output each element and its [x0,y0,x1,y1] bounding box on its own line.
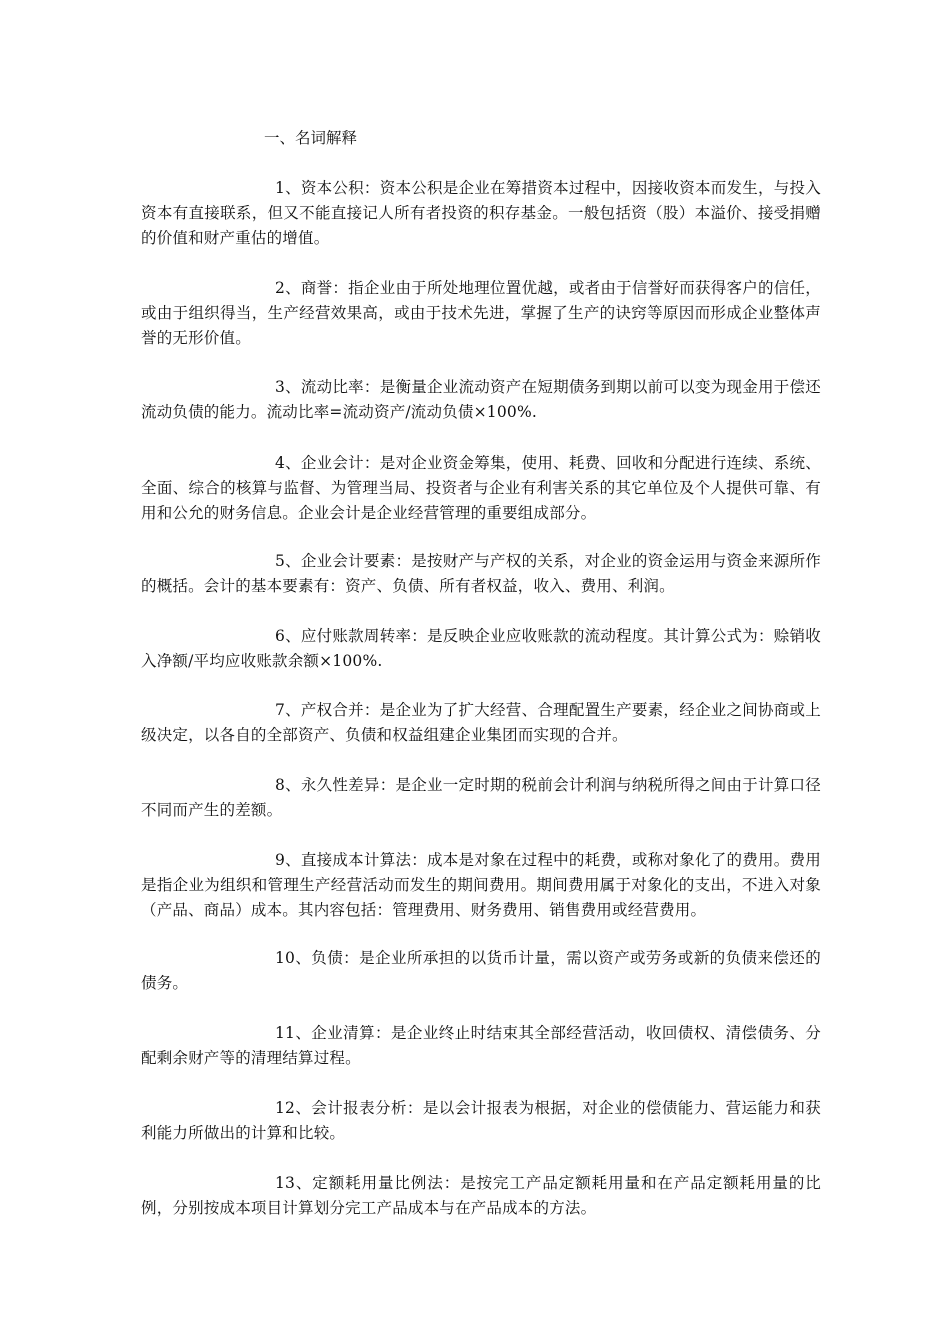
entry-11-text: 11、企业清算：是企业终止时结束其全部经营活动，收回债权、清偿债务、分配剩余财产等的清理结算过程。 [141,1024,821,1067]
entry-7-text: 7、产权合并：是企业为了扩大经营、合理配置生产要素，经企业之间协商或上级决定，以各自的全部资产、负债和权益组建企业集团而实现的合并。 [141,701,821,744]
entry-7 [141,698,821,748]
entry-8 [141,773,821,823]
entry-8-text: 8、永久性差异：是企业一定时期的税前会计利润与纳税所得之间由于计算口径不同而产生的差额。 [141,776,821,819]
entry-10-text: 10、负债：是企业所承担的以货币计量，需以资产或劳务或新的负债来偿还的债务。 [141,949,821,992]
entry-3 [141,375,821,425]
entry-4 [141,451,821,526]
entry-12 [141,1096,821,1146]
entry-9 [141,848,821,923]
entry-6-text: 6、应付账款周转率：是反映企业应收账款的流动程度。其计算公式为：赊销收入净额/平均应收账款余额×100%. [141,627,821,670]
entry-1-text: 1、资本公积：资本公积是企业在筹措资本过程中，因接收资本而发生，与投入资本有直接联系，但又不能直接记人所有者投资的积存基金。一般包括资（股）本溢价、接受捐赠的价值和财产重估的增值。 [141,179,821,247]
entry-11 [141,1021,821,1071]
entry-4-text: 4、企业会计：是对企业资金筹集，使用、耗费、回收和分配进行连续、系统、全面、综合的核算与监督、为管理当局、投资者与企业有利害关系的其它单位及个人提供可靠、有用和公允的财务信息。企业会计是企业经营管理的重要组成部分。 [141,454,821,522]
entry-13-text: 13、定额耗用量比例法：是按完工产品定额耗用量和在产品定额耗用量的比例，分别按成本项目计算划分完工产品成本与在产品成本的方法。 [141,1174,821,1217]
entry-9-text: 9、直接成本计算法：成本是对象在过程中的耗费，或称对象化了的费用。费用是指企业为组织和管理生产经营活动而发生的期间费用。期间费用属于对象化的支出，不进入对象（产品、商品）成本。其内容包括：管理费用、财务费用、销售费用或经营费用。 [141,851,821,919]
entry-6 [141,624,821,674]
entry-2 [141,276,821,351]
entry-1 [141,176,821,251]
entry-3-text: 3、流动比率：是衡量企业流动资产在短期债务到期以前可以变为现金用于偿还流动负债的能力。流动比率=流动资产/流动负债×100%. [141,378,821,421]
entry-5 [141,549,821,599]
entry-5-text: 5、企业会计要素：是按财产与产权的关系，对企业的资金运用与资金来源所作的概括。会计的基本要素有：资产、负债、所有者权益，收入、费用、利润。 [141,552,821,595]
entry-13 [141,1171,821,1221]
entry-2-text: 2、商誉：指企业由于所处地理位置优越，或者由于信誉好而获得客户的信任，或由于组织得当，生产经营效果高，或由于技术先进，掌握了生产的诀窍等原因而形成企业整体声誉的无形价值。 [141,279,821,347]
entry-12-text: 12、会计报表分析：是以会计报表为根据，对企业的偿债能力、营运能力和获利能力所做出的计算和比较。 [141,1099,821,1142]
section-heading: 一、名词解释 [264,129,358,147]
entry-10 [141,946,821,996]
